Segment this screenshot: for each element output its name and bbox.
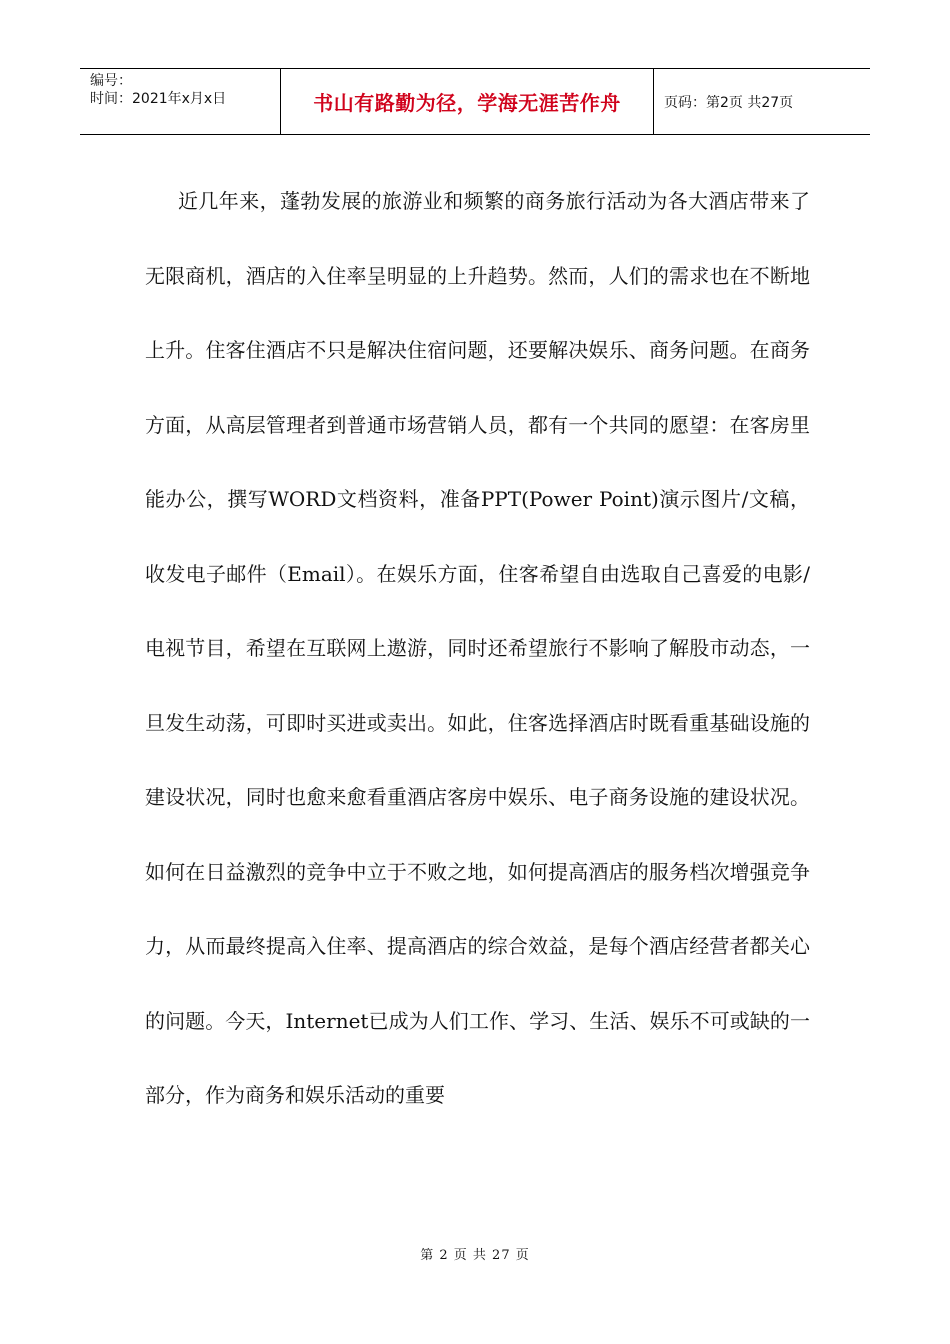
- footer-page-number: 第 2 页 共 27 页: [420, 1248, 530, 1263]
- page-info: 页码：第2页 共27页: [664, 94, 794, 111]
- body-paragraph: 近几年来，蓬勃发展的旅游业和频繁的商务旅行活动为各大酒店带来了无限商机，酒店的入住率呈明显的上升趋势。然而，人们的需求也在不断地上升。住客住酒店不只是解决住宿问题，还要解决娱乐、商务问题。在商务方面，从高层管理者到普通市场营销人员，都有一个共同的愿望：在客房里能办公，撰写WORD文档资料，准备PPT(Power Point)演示图片/文稿，收发电子邮件（Email）。在娱乐方面，住客希望自由选取自己喜爱的电影/电视节目，希望在互联网上遨游，同时还希望旅行不影响了解股市动态，一旦发生动荡，可即时买进或卖出。如此，住客选择酒店时既看重基础设施的建设状况，同时也愈来愈看重酒店客房中娱乐、电子商务设施的建设状况。如何在日益激烈的竞争中立于不败之地，如何提高酒店的服务档次增强竞争力，从而最终提高入住率、提高酒店的综合效益，是每个酒店经营者都关心的问题。今天，Internet已成为人们工作、学习、生活、娱乐不可或缺的一部分，作为商务和娱乐活动的重要: [145, 189, 810, 1107]
- code-label: 编号：: [90, 73, 132, 89]
- motto-text: 书山有路勤为径，学海无涯苦作舟: [313, 91, 621, 115]
- header-motto-cell: [281, 69, 654, 134]
- page-footer: [0, 1244, 950, 1263]
- header-meta-cell: [80, 69, 281, 134]
- header-page-cell: [654, 69, 870, 134]
- date-label: 时间：2021年x月x日: [90, 91, 227, 107]
- document-header: [80, 68, 870, 135]
